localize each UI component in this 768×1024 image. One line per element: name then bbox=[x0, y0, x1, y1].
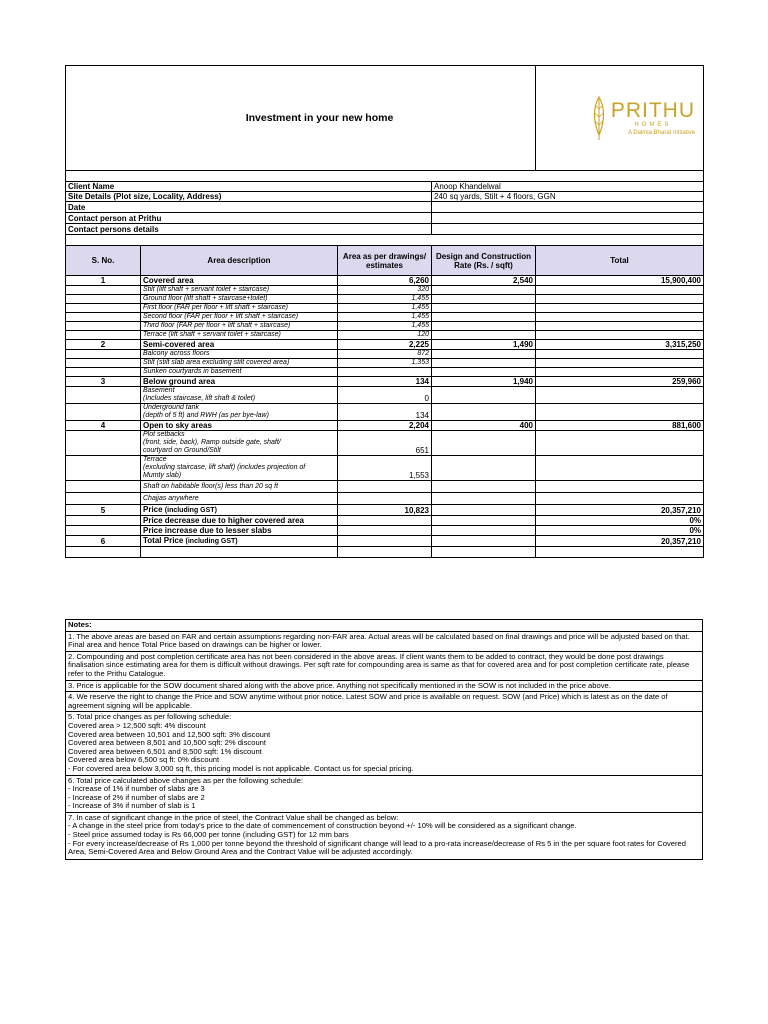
client-value bbox=[432, 224, 704, 235]
desc-cell: Second floor (FAR per floor + lift shaft + staircase) bbox=[141, 313, 338, 322]
note-3: 3. Price is applicable for the SOW document shared along with the above price. Anything not specifically mentioned in the SOW is not included in the price above. bbox=[66, 680, 703, 692]
note-2: 2. Compounding and post completion certificate area has not been considered in the above areas. If client wants them to be added to contract, they would be done post drawings finalisation since estimating area for them is difficult without drawings. Per sqft rate for compounding area is same as that for covered area and for post completion certificate rate, please refer to the Prithu Catalogue. bbox=[66, 651, 703, 680]
area-cell: 2,204 bbox=[338, 421, 432, 431]
total-cell: 881,600 bbox=[536, 421, 704, 431]
header-row bbox=[66, 66, 704, 171]
note-6: 6. Total price calculated above changes as per the following schedule: - Increase of 1% if number of slabs are 3 - Increase of 2% if number of slabs are 2 - Increase of 3% if number of slab is 1 bbox=[66, 775, 703, 812]
area-cell: 320 bbox=[338, 286, 432, 295]
area-cell: 1,455 bbox=[338, 295, 432, 304]
desc-cell: Price (including GST) bbox=[141, 505, 338, 516]
estimate-table bbox=[65, 65, 704, 558]
table-row bbox=[66, 421, 704, 431]
table-row bbox=[66, 536, 704, 547]
area-cell bbox=[338, 493, 432, 505]
client-row bbox=[66, 192, 704, 202]
desc-cell: Below ground area bbox=[141, 377, 338, 387]
sno-cell: 1 bbox=[66, 276, 141, 286]
area-cell: 10,823 bbox=[338, 505, 432, 516]
area-cell: 1,353 bbox=[338, 359, 432, 368]
table-row bbox=[66, 359, 704, 368]
spacer-row bbox=[66, 171, 704, 182]
area-cell: 872 bbox=[338, 350, 432, 359]
desc-cell: Shaft on habitable floor(s) less than 20 sq ft bbox=[141, 481, 338, 493]
table-row bbox=[66, 304, 704, 313]
page-title: Investment in your new home bbox=[66, 66, 536, 171]
desc-cell: Price decrease due to higher covered area bbox=[141, 516, 338, 526]
table-row bbox=[66, 350, 704, 359]
rate-cell: 1,490 bbox=[432, 340, 536, 350]
area-cell: 1,553 bbox=[338, 456, 432, 481]
desc-cell: Ground floor (lift shaft + staircase+toilet) bbox=[141, 295, 338, 304]
notes-table bbox=[65, 619, 703, 860]
table-row bbox=[66, 313, 704, 322]
col-area: Area as per drawings/ estimates bbox=[338, 246, 432, 276]
desc-cell: Semi-covered area bbox=[141, 340, 338, 350]
area-cell: 1,455 bbox=[338, 322, 432, 331]
estimate-sheet bbox=[65, 65, 703, 558]
table-row bbox=[66, 505, 704, 516]
client-row bbox=[66, 224, 704, 235]
desc-cell: Stilt (lift shaft + servant toilet + staircase) bbox=[141, 286, 338, 295]
area-cell: 120 bbox=[338, 331, 432, 340]
table-row bbox=[66, 431, 704, 456]
desc-cell: Basement (Includes staircase, lift shaft & toilet) bbox=[141, 387, 338, 404]
desc-cell: Terrace (excluding staircase, lift shaft) (includes projection of Mumty slab) bbox=[141, 456, 338, 481]
column-header-row bbox=[66, 246, 704, 276]
table-row bbox=[66, 526, 704, 536]
spacer-row bbox=[66, 235, 704, 246]
note-1: 1. The above areas are based on FAR and certain assumptions regarding non-FAR area. Actual areas will be calculated based on final drawings and price will be adjusted based on that. Final area and hence Total Price based on drawings can be higher or lower. bbox=[66, 631, 703, 651]
total-cell: 20,357,210 bbox=[536, 536, 704, 547]
desc-cell: Underground tank (depth of 5 ft) and RWH (as per bye-law) bbox=[141, 404, 338, 421]
client-row bbox=[66, 213, 704, 224]
spacer-row bbox=[66, 547, 704, 558]
table-row bbox=[66, 286, 704, 295]
notes-section bbox=[65, 619, 703, 860]
desc-cell: Total Price (including GST) bbox=[141, 536, 338, 547]
total-cell: 3,315,250 bbox=[536, 340, 704, 350]
logo-sub: HOMES bbox=[634, 121, 672, 128]
client-value bbox=[432, 213, 704, 224]
desc-cell: Covered area bbox=[141, 276, 338, 286]
desc-cell: Price increase due to lesser slabs bbox=[141, 526, 338, 536]
note-7: 7. In case of significant change in the price of steel, the Contract Value shall be changed as below: - A change in the steel price from today's price to the date of commencement of construction beyond +/- 10% will be considered as a significant change. - Steel price assumed today is Rs 66,000 per tonne (including GST) for 12 mm bars - For every increase/decrease of Rs 1,000 per tonne beyond the threshold of significant change will lead to a pro-rata increase/decrease of Rs 5 in the per square foot rates for Covered Area, Semi-Covered Area and Below Ground Area and the Contract Value will be adjusted accordingly. bbox=[66, 812, 703, 859]
table-row bbox=[66, 340, 704, 350]
sno-cell: 5 bbox=[66, 505, 141, 516]
table-row bbox=[66, 368, 704, 377]
area-cell: 1,455 bbox=[338, 313, 432, 322]
total-cell: 0% bbox=[536, 526, 704, 536]
area-cell: 134 bbox=[338, 377, 432, 387]
area-cell: 0 bbox=[338, 387, 432, 404]
total-cell: 259,960 bbox=[536, 377, 704, 387]
area-cell: 6,260 bbox=[338, 276, 432, 286]
area-cell: 2,225 bbox=[338, 340, 432, 350]
note-5: 5. Total price changes as per following schedule: Covered area > 12,500 sqft: 4% discount Covered area between 10,501 and 12,500 sqft: 3% discount Covered area between 8,501 and 10,500 sqft: 2% discount Covered area between 6,501 and 8,500 sqft: 1% discount Covered area below 6,500 sq ft: 0% discount - For covered area below 3,000 sq ft, this pricing model is not applicable. Contact us for special pricing. bbox=[66, 712, 703, 775]
sno-cell: 2 bbox=[66, 340, 141, 350]
note-4: 4. We reserve the right to change the Price and SOW anytime without prior notice. Latest SOW and price is available on request. SOW (and Price) which is latest as on the date of agreement signing will be applicable. bbox=[66, 692, 703, 712]
col-rate: Design and Construction Rate (Rs. / sqft) bbox=[432, 246, 536, 276]
notes-title: Notes: bbox=[66, 620, 703, 632]
area-cell bbox=[338, 368, 432, 377]
table-row bbox=[66, 295, 704, 304]
table-row bbox=[66, 276, 704, 286]
desc-cell: Plot setbacks (front, side, back), Ramp outside gate, shaft/ courtyard on Ground/Stilt bbox=[141, 431, 338, 456]
total-cell: 0% bbox=[536, 516, 704, 526]
table-row bbox=[66, 456, 704, 481]
table-row bbox=[66, 481, 704, 493]
area-cell: 134 bbox=[338, 404, 432, 421]
client-label: Client Name bbox=[66, 182, 432, 192]
total-cell: 15,900,400 bbox=[536, 276, 704, 286]
logo-name: PRITHU bbox=[610, 98, 695, 122]
tree-leaf-icon bbox=[591, 95, 607, 141]
table-row bbox=[66, 322, 704, 331]
client-value bbox=[432, 202, 704, 213]
table-row bbox=[66, 404, 704, 421]
client-row bbox=[66, 182, 704, 192]
area-cell bbox=[338, 481, 432, 493]
desc-cell: Sunken courtyards in basement bbox=[141, 368, 338, 377]
client-row bbox=[66, 202, 704, 213]
desc-cell: Terrace (lift shaft + servant toilet + staircase) bbox=[141, 331, 338, 340]
client-label: Contact person at Prithu bbox=[66, 213, 432, 224]
rate-cell: 2,540 bbox=[432, 276, 536, 286]
sno-cell: 4 bbox=[66, 421, 141, 431]
client-value: Anoop Khandelwal bbox=[432, 182, 704, 192]
total-cell: 20,357,210 bbox=[536, 505, 704, 516]
client-value: 240 sq yards, Stilt + 4 floors, GGN bbox=[432, 192, 704, 202]
desc-cell: Stilt (stilt slab area excluding stilt covered area) bbox=[141, 359, 338, 368]
table-row bbox=[66, 331, 704, 340]
desc-cell: First floor (FAR per floor + lift shaft + staircase) bbox=[141, 304, 338, 313]
desc-cell: Third floor (FAR per floor + lift shaft + staircase) bbox=[141, 322, 338, 331]
sno-cell: 3 bbox=[66, 377, 141, 387]
col-area-desc: Area description bbox=[141, 246, 338, 276]
logo-tagline: A Dalmia Bharat Initiative bbox=[627, 129, 695, 136]
client-label: Contact persons details bbox=[66, 224, 432, 235]
desc-cell: Open to sky areas bbox=[141, 421, 338, 431]
table-row bbox=[66, 516, 704, 526]
col-total: Total bbox=[536, 246, 704, 276]
desc-cell: Balcony across floors bbox=[141, 350, 338, 359]
area-cell: 1,455 bbox=[338, 304, 432, 313]
sno-cell: 6 bbox=[66, 536, 141, 547]
desc-cell: Chajjas anywhere bbox=[141, 493, 338, 505]
table-row bbox=[66, 493, 704, 505]
table-row bbox=[66, 387, 704, 404]
area-cell: 651 bbox=[338, 431, 432, 456]
client-label: Date bbox=[66, 202, 432, 213]
rate-cell: 400 bbox=[432, 421, 536, 431]
logo-cell bbox=[536, 66, 704, 171]
client-label: Site Details (Plot size, Locality, Address) bbox=[66, 192, 432, 202]
col-sno: S. No. bbox=[66, 246, 141, 276]
table-row bbox=[66, 377, 704, 387]
rate-cell: 1,940 bbox=[432, 377, 536, 387]
prithu-logo bbox=[538, 95, 701, 141]
